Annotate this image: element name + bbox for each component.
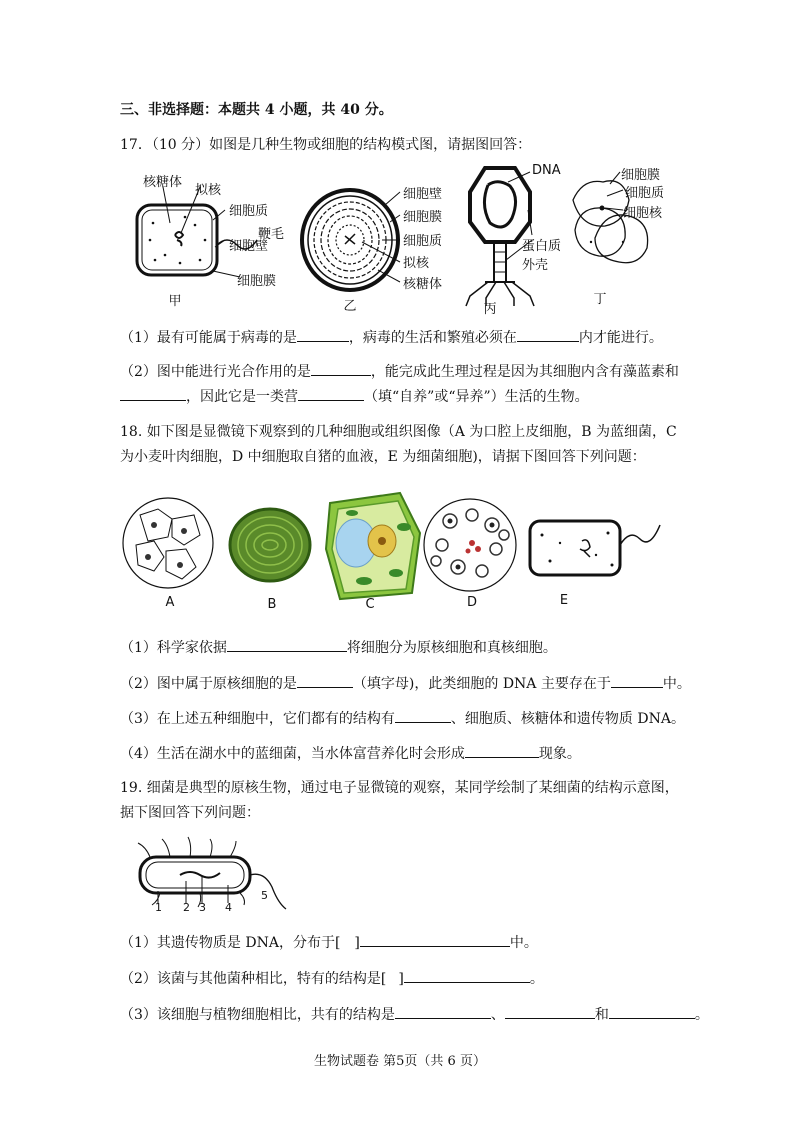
q17-p2-text-c: ，因此它是一类营: [186, 389, 298, 405]
q18-part3: [120, 708, 685, 729]
q19-p3-text-c: 和: [594, 1007, 609, 1023]
label-cell-membrane-jia: 细胞膜: [237, 274, 277, 289]
caption-ding: 丁: [593, 292, 607, 307]
q18-p4-blank[interactable]: [465, 743, 539, 758]
q19-p1-blank[interactable]: [360, 932, 510, 947]
q17-figure-ding: [565, 160, 695, 315]
caption-d: D: [466, 595, 477, 610]
page-footer: 生物试题卷 第5页（共 6 页）: [314, 1054, 486, 1069]
q18-part1: [120, 637, 557, 658]
cell-image-c: [326, 493, 420, 599]
q18-cell-images: [120, 485, 690, 615]
q17-p2-blank-1[interactable]: [311, 361, 371, 376]
q18-p3-blank[interactable]: [395, 708, 451, 723]
q17-stem: 17．（10 分）如图是几种生物或细胞的结构模式图，请据图回答：: [120, 137, 532, 153]
q17-p1-blank-1[interactable]: [297, 327, 349, 342]
caption-e: E: [559, 593, 569, 608]
q18-stem-line1: 18. 如下图是显微镜下观察到的几种细胞或组织图像（A 为口腔上皮细胞，B 为蓝细菌，C: [120, 424, 677, 440]
label-dna-bing: DNA: [532, 163, 561, 178]
q19-p1-text-b: ]: [354, 935, 360, 951]
caption-bing: 丙: [483, 302, 497, 317]
fig-label-2: 2: [183, 901, 190, 914]
q19-part2: [120, 968, 544, 989]
q17-figure-yi: [300, 170, 460, 320]
q19-p3-blank-2[interactable]: [505, 1004, 595, 1019]
q18-p3-text-a: （3）在上述五种细胞中，它们都有的结构有: [120, 711, 395, 727]
q19-p3-text-b: 、: [490, 1007, 505, 1023]
q19-p1-text-c: 中。: [509, 935, 538, 951]
q17-p2-blank-3[interactable]: [298, 386, 364, 401]
q19-p3-blank-1[interactable]: [395, 1004, 491, 1019]
cell-image-a: [123, 498, 213, 588]
cell-image-d: [424, 499, 516, 591]
q17-p2-text-d: （填“自养”或“异养”）生活的生物。: [364, 389, 589, 405]
q19-p3-text-d: 。: [694, 1007, 709, 1023]
q19-p2-text-a: （2）该菌与其他菌种相比，特有的结构是[: [120, 971, 387, 987]
q18-p2-text-c: 中。: [662, 676, 691, 692]
q17-p1-text-a: （1）最有可能属于病毒的是: [120, 330, 297, 346]
q18-p3-text-b: 、细胞质、核糖体和遗传物质 DNA。: [450, 711, 685, 727]
q17-part1: [120, 327, 663, 348]
q18-p1-text-b: 将细胞分为原核细胞和真核细胞。: [346, 640, 557, 656]
q18-part4: [120, 743, 581, 764]
q17-part2-line1: [120, 361, 679, 382]
q19-stem-line2: 据下图回答下列问题：: [120, 805, 260, 821]
section-title: 三、非选择题：本题共 4 小题，共 40 分。: [120, 102, 393, 118]
cell-image-b: [230, 509, 310, 581]
q18-figures: [120, 485, 690, 615]
label-ribosome-yi: 核糖体: [403, 277, 443, 292]
q19-p1-text-a: （1）其遗传物质是 DNA，分布于[: [120, 935, 341, 951]
label-cell-membrane-ding: 细胞膜: [621, 168, 661, 183]
q19-p2-text-b: ]: [398, 971, 404, 987]
q19-p3-text-a: （3）该细胞与植物细胞相比，共有的结构是: [120, 1007, 395, 1023]
label-cell-membrane-yi: 细胞膜: [403, 210, 443, 225]
q19-stem-line1: 19. 细菌是典型的原核生物，通过电子显微镜的观察，某同学绘制了某细菌的结构示意图，: [120, 780, 679, 796]
fig-label-3: 3: [199, 901, 206, 914]
label-protein-bing: 蛋白质: [522, 239, 562, 254]
q18-part2: [120, 673, 691, 694]
q18-p2-text-a: （2）图中属于原核细胞的是: [120, 676, 297, 692]
q19-figure: [130, 835, 300, 920]
label-flagellum-jia: 鞭毛: [258, 227, 285, 242]
q18-p4-text-a: （4）生活在湖水中的蓝细菌，当水体富营养化时会形成: [120, 746, 465, 762]
label-nucleoid-jia: 拟核: [195, 183, 222, 198]
label-cell-wall-jia: 细胞壁: [229, 239, 269, 254]
q19-p2-blank[interactable]: [404, 968, 530, 983]
q19-p3-blank-3[interactable]: [609, 1004, 695, 1019]
caption-c: C: [365, 597, 375, 612]
q18-p2-blank-1[interactable]: [297, 673, 353, 688]
q17-p2-text-b: ，能完成此生理过程是因为其细胞内含有藻蓝素和: [370, 364, 679, 380]
q18-p1-text-a: （1）科学家依据: [120, 640, 227, 656]
q17-part2-line2: [120, 386, 589, 407]
label-coat-bing: 外壳: [522, 258, 549, 273]
q18-stem-line2: 为小麦叶肉细胞，D 中细胞取自猪的血液，E 为细菌细胞)，请据下图回答下列问题：: [120, 449, 646, 465]
q19-part3: [120, 1004, 709, 1025]
q18-p2-text-b: （填字母)，此类细胞的 DNA 主要存在于: [352, 676, 611, 692]
label-cytoplasm-jia: 细胞质: [229, 204, 269, 219]
q17-p1-text-c: 内才能进行。: [578, 330, 663, 346]
label-nucleoid-yi: 拟核: [403, 256, 430, 271]
q17-figure-bing: [450, 160, 570, 320]
q17-p1-blank-2[interactable]: [517, 327, 579, 342]
q19-part1: [120, 932, 538, 953]
q17-p2-blank-2[interactable]: [120, 386, 186, 401]
q17-p1-text-b: ，病毒的生活和繁殖必须在: [348, 330, 517, 346]
q17-figure-jia: [125, 165, 305, 315]
caption-a: A: [165, 595, 175, 610]
q18-p1-blank[interactable]: [227, 637, 347, 652]
q18-p2-blank-2[interactable]: [611, 673, 663, 688]
cell-image-e: [530, 521, 660, 575]
fig-label-5: 5: [261, 889, 268, 902]
q19-p2-text-c: 。: [529, 971, 544, 987]
label-nucleus-ding: 细胞核: [623, 206, 663, 221]
label-cytoplasm-ding: 细胞质: [625, 186, 665, 201]
caption-b: B: [267, 597, 277, 612]
label-cell-wall-yi: 细胞壁: [403, 187, 443, 202]
fig-label-4: 4: [225, 901, 232, 914]
q17-p2-text-a: （2）图中能进行光合作用的是: [120, 364, 311, 380]
fig-label-1: 1: [155, 901, 162, 914]
caption-jia: 甲: [168, 294, 182, 309]
label-cytoplasm-yi: 细胞质: [403, 234, 443, 249]
q18-p4-text-b: 现象。: [538, 746, 581, 762]
label-ribosome-jia: 核糖体: [143, 175, 183, 190]
caption-yi: 乙: [343, 299, 357, 314]
